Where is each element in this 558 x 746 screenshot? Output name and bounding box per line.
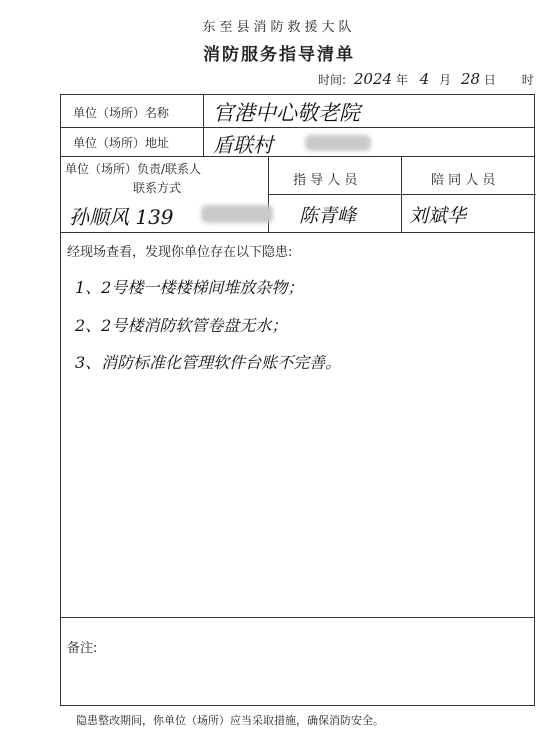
contact-value: 孙顺风 139 — [69, 205, 174, 229]
row-divider — [268, 194, 536, 195]
time-label: 时间: — [318, 73, 347, 87]
contact-label-line2: 联系方式 — [133, 181, 182, 195]
accompany-staff-value: 刘斌华 — [409, 205, 467, 227]
notes-label: 备注: — [67, 641, 98, 656]
time-day: 28 — [460, 70, 481, 88]
guide-staff-label: 指 导 人 员 — [293, 173, 358, 188]
time-year: 2024 — [353, 70, 393, 88]
time-hour-unit: 时 — [521, 73, 534, 87]
time-day-unit: 日 — [483, 73, 496, 87]
document-title: 消防服务指导清单 — [203, 45, 355, 65]
time-year-unit: 年 — [395, 73, 408, 87]
contact-label: 单位（场所）负责/联系人 — [65, 162, 202, 176]
unit-name-value: 官港中心敬老院 — [213, 101, 360, 125]
row-divider — [61, 156, 534, 157]
time-month: 4 — [419, 70, 430, 88]
unit-name-label: 单位（场所）名称 — [73, 106, 170, 120]
unit-address-value: 盾联村 — [213, 133, 273, 157]
footer-notice: 隐患整改期间，你单位（场所）应当采取措施，确保消防安全。 — [76, 714, 384, 727]
guidance-form — [60, 94, 535, 706]
guide-staff-value: 陈青峰 — [299, 205, 357, 227]
redaction-blur — [305, 135, 371, 151]
redaction-blur — [201, 205, 273, 223]
unit-address-label: 单位（场所）地址 — [73, 136, 170, 150]
brigade-name: 东至县消防救援大队 — [202, 20, 356, 35]
time-row — [318, 70, 534, 88]
issue-item: 1、2号楼一楼楼梯间堆放杂物； — [75, 278, 304, 297]
issue-item: 2、2号楼消防软管卷盘无水； — [75, 316, 288, 335]
inspection-intro: 经现场查看，发现你单位存在以下隐患: — [67, 245, 293, 260]
column-divider — [203, 95, 204, 156]
accompany-staff-label: 陪 同 人 员 — [431, 173, 496, 188]
row-divider — [61, 232, 534, 233]
column-divider — [401, 156, 402, 232]
time-month-unit: 月 — [439, 73, 452, 87]
issue-item: 3、消防标准化管理软件台账不完善。 — [75, 353, 342, 372]
row-divider — [61, 617, 534, 618]
row-divider — [61, 127, 534, 128]
